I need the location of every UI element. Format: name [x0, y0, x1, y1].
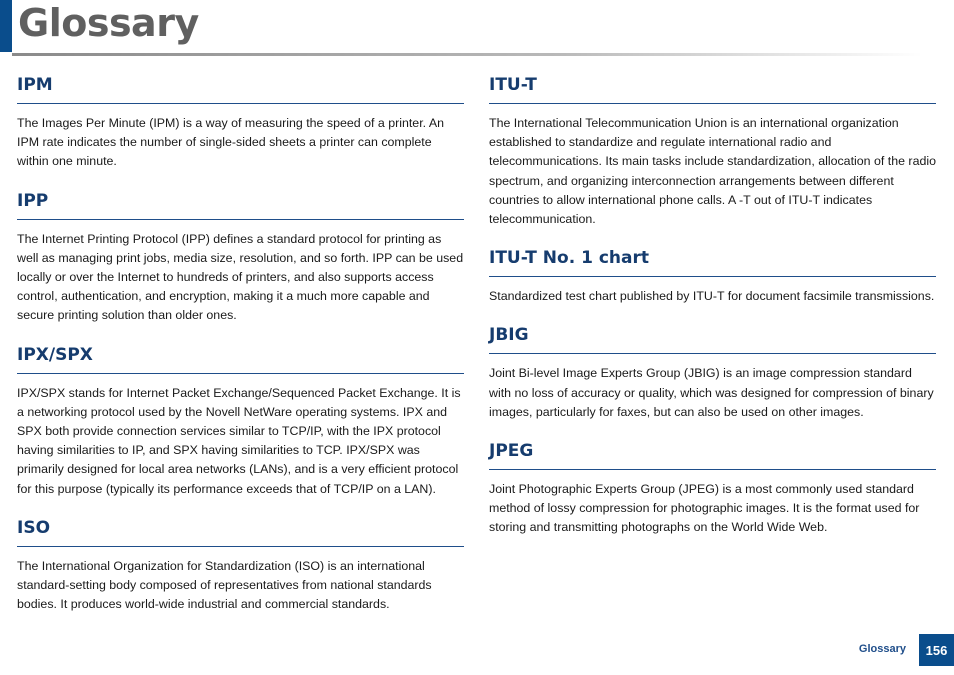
right-column [489, 73, 936, 555]
page-number-badge: 156 [919, 634, 954, 666]
entry-term: JPEG [489, 439, 936, 470]
entry-term: IPP [17, 189, 464, 220]
glossary-entry-jpeg [489, 439, 936, 538]
entry-term: ITU-T No. 1 chart [489, 246, 936, 277]
glossary-entry-itu-t-chart [489, 246, 936, 306]
entry-definition: The Images Per Minute (IPM) is a way of measuring the speed of a printer. An IPM rate indicates the number of single-sided sheets a printer can complete within one minute. [17, 116, 444, 169]
entry-term: IPX/SPX [17, 343, 464, 374]
entry-definition: IPX/SPX stands for Internet Packet Exchange/Sequenced Packet Exchange. It is a networking protocol used by the Novell NetWare operating systems. IPX and SPX both provide connection services similar to TCP/IP, with the IPX protocol having similarities to IP, and SPX having similarities to TCP. IPX/SPX was primarily designed for local area networks (LANs), and is a very efficient protocol for this purpose (typically its performance exceeds that of TCP/IP on a LAN). [17, 385, 461, 496]
glossary-entry-ipm [17, 73, 464, 172]
entry-definition: The International Telecommunication Union is an international organization established to standardize and regulate international radio and telecommunications. Its main tasks include standardization, allocation of the radio spectrum, and organizing interconnection arrangements between different countries to allow international phone calls. A -T out of ITU-T indicates telecommunication. [489, 116, 936, 227]
entry-term: ITU-T [489, 73, 936, 104]
entry-term: ISO [17, 516, 464, 547]
entry-definition: The Internet Printing Protocol (IPP) defines a standard protocol for printing as well as managing print jobs, media size, resolution, and so forth. IPP can be used locally or over the Internet to hundreds of printers, and also supports access control, authentication, and encryption, making it a much more capable and secure printing solution than older ones. [17, 231, 464, 323]
glossary-entry-ipp [17, 189, 464, 326]
page-title: Glossary [18, 1, 199, 45]
footer-section-label: Glossary [858, 643, 906, 655]
title-divider [12, 53, 922, 56]
entry-term: JBIG [489, 323, 936, 354]
entry-term: IPM [17, 73, 464, 104]
entry-definition: Joint Photographic Experts Group (JPEG) is a most commonly used standard method of lossy compression for photographic images. It is the format used for storing and transmitting photographs on the World Wide Web. [489, 482, 920, 535]
glossary-entry-ipx-spx [17, 343, 464, 499]
glossary-entry-jbig [489, 323, 936, 422]
header-accent-bar [0, 0, 12, 52]
entry-definition: Standardized test chart published by ITU-T for document facsimile transmissions. [489, 289, 935, 304]
left-column [17, 73, 464, 631]
entry-definition: Joint Bi-level Image Experts Group (JBIG) is an image compression standard with no loss of accuracy or quality, which was designed for compression of binary images, particularly for faxes, but can also be used on other images. [489, 366, 934, 419]
entry-definition: The International Organization for Standardization (ISO) is an international standard-setting body composed of representatives from national standards bodies. It produces world-wide industrial and commercial standards. [17, 558, 432, 612]
glossary-entry-iso [17, 516, 464, 615]
glossary-entry-itu-t [489, 73, 936, 229]
